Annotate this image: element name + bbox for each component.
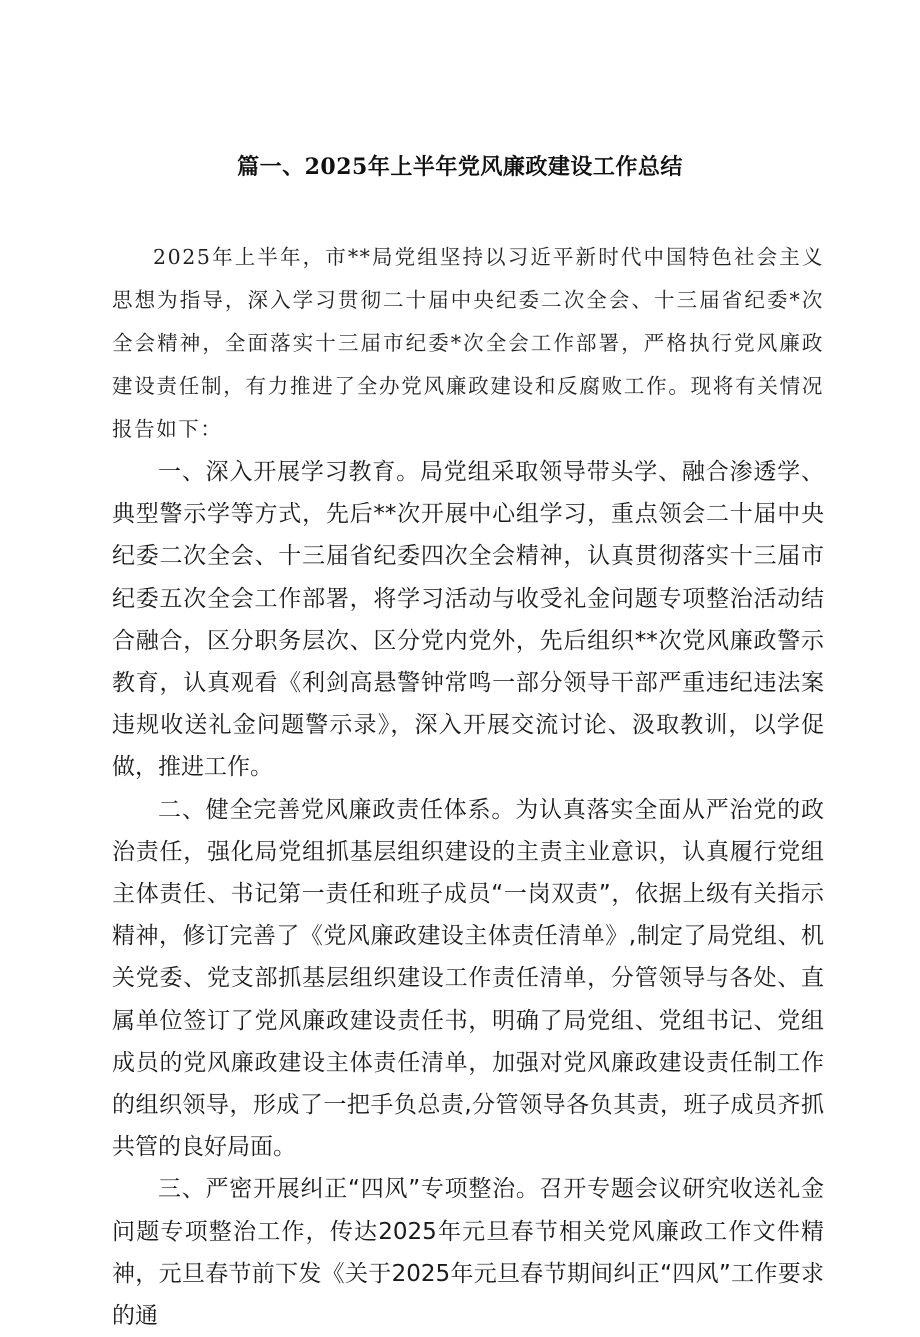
document-body <box>112 236 824 1337</box>
paragraph-four-winds: 三、严密开展纠正“四风”专项整治。召开专题会议研究收送礼金问题专项整治工作，传达2025年元旦春节相关党风廉政工作文件精神，元旦春节前下发《关于2025年元旦春节期间纠正“四风”工作要求的通 <box>112 1176 824 1330</box>
document-title: 篇一、2025年上半年党风廉政建设工作总结 <box>237 154 683 180</box>
paragraph-responsibility-system: 二、健全完善党风廉政责任体系。为认真落实全面从严治党的政治责任，强化局党组抓基层组织建设的主责主业意识，认真履行党组主体责任、书记第一责任和班子成员“一岗双责”，依据上级有关指示精神，修订完善了《党风廉政建设主体责任清单》,制定了局党组、机关党委、党支部抓基层组织建设工作责任清单，分管领导与各处、直属单位签订了党风廉政建设责任书，明确了局党组、党组书记、党组成员的党风廉政建设主体责任清单，加强对党风廉政建设责任制工作的组织领导，形成了一把手负总责,分管领导各负其责，班子成员齐抓共管的良好局面。 <box>112 796 824 1161</box>
paragraph-study-education: 一、深入开展学习教育。局党组采取领导带头学、融合渗透学、典型警示学等方式，先后**次开展中心组学习，重点领会二十届中央纪委二次全会、十三届省纪委四次全会精神，认真贯彻落实十三届市纪委五次全会工作部署，将学习活动与收受礼金问题专项整治活动结合融合，区分职务层次、区分党内党外，先后组织**次党风廉政警示教育，认真观看《利剑高悬警钟常鸣一部分领导干部严重违纪违法案违规收送礼金问题警示录》，深入开展交流讨论、汲取教训，以学促做，推进工作。 <box>112 459 824 781</box>
paragraph-intro: 2025年上半年，市**局党组坚持以习近平新时代中国特色社会主义思想为指导，深入学习贯彻二十届中央纪委二次全会、十三届省纪委*次全会精神，全面落实十三届市纪委*次全会工作部署，严格执行党风廉政建设责任制，有力推进了全办党风廉政建设和反腐败工作。现将有关情况报告如下： <box>112 245 824 441</box>
